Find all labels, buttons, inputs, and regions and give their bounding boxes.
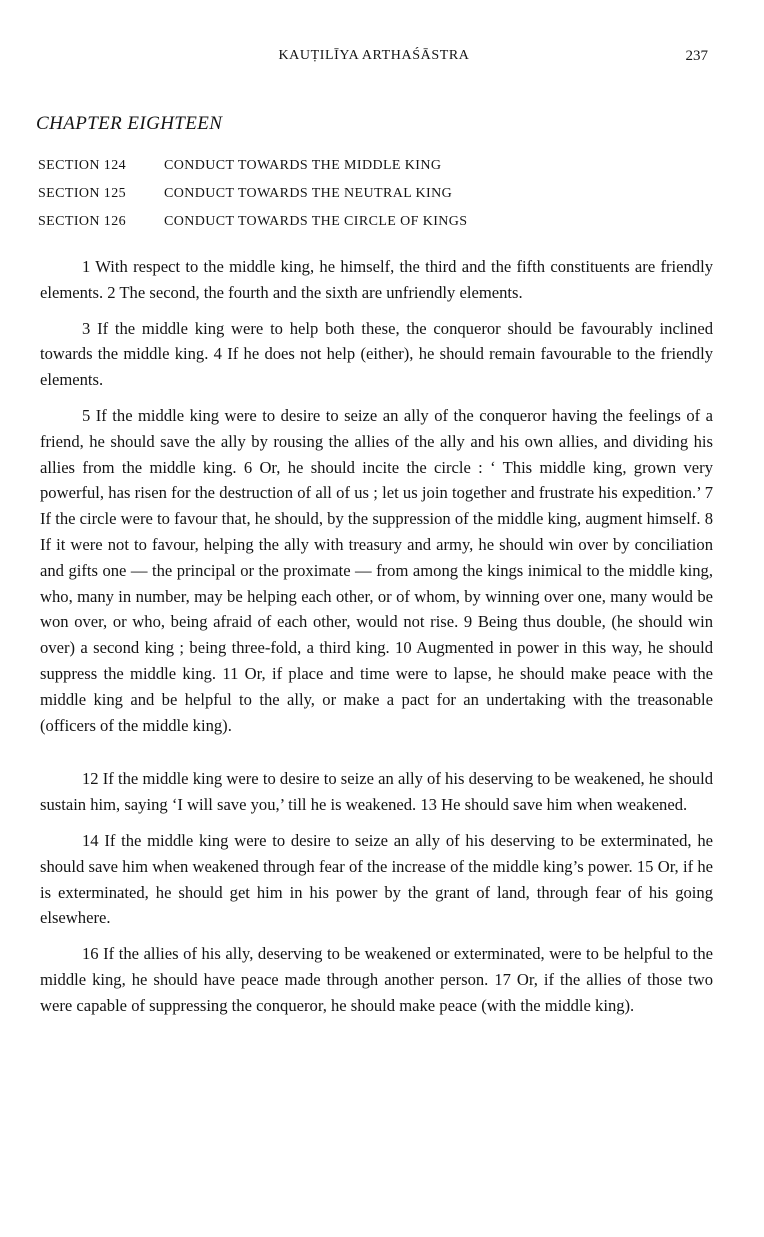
paragraph: 5 If the middle king were to desire to seize an ally of the conqueror having the feelings of a friend, he should save the ally by rousing the allies of the ally and his own allies, and dividing his allies from the middle king. 6 Or, he should incite the circle : ‘ This middle king, grown very powerful, has risen for the destruction of all of us ; let us join together and frustrate his expedition.’ 7 If the circle were to favour that, he should, by the suppression of the middle king, augment himself. 8 If it were not to favour, helping the ally with treasury and army, he should win over by conciliation and gifts one — the principal or the proximate — from among the kings inimical to the middle king, who, many in number, may be helping each other, or of whom, by winning over one, many would be won over, or who, being afraid of each other, would not rise. 9 Being thus double, (he should win over) a second king ; being three-fold, a third king. 10 Augmented in power in this way, he should suppress the middle king. 11 Or, if place and time were to lapse, he should make peace with the middle king and be helpful to the ally, or make a pact for an undertaking with the treasonable (officers of the middle king). [40, 405, 713, 735]
section-label: SECTION 126 [38, 214, 127, 229]
body-text [40, 254, 713, 1029]
paragraph: 1 With respect to the middle king, he himself, the third and the fifth constituents are friendly elements. 2 The second, the fourth and the sixth are unfriendly elements. [40, 257, 713, 302]
section-label: SECTION 124 [38, 158, 127, 173]
page-number: 237 [685, 48, 708, 64]
running-head [40, 48, 708, 72]
running-title: KAUṬILĪYA ARTHAŚĀSTRA [278, 48, 470, 63]
section-heading [38, 158, 718, 186]
section-title: CONDUCT TOWARDS THE MIDDLE KING [164, 158, 442, 173]
section-title: CONDUCT TOWARDS THE CIRCLE OF KINGS [164, 214, 468, 229]
section-heading [38, 214, 718, 242]
paragraph: 14 If the middle king were to desire to seize an ally of his deserving to be exterminated, he should save him when weakened through fear of the increase of the middle king’s power. 15 Or, if he is exterminated, he should get him in his power by the grant of land, through fear of his going elsewhere. [40, 830, 713, 928]
section-title: CONDUCT TOWARDS THE NEUTRAL KING [164, 186, 453, 201]
section-heading [38, 186, 718, 214]
paragraph: 12 If the middle king were to desire to seize an ally of his deserving to be weakened, he should sustain him, saying ‘I will save you,’ till he is weakened. 13 He should save him when weakened. [40, 769, 713, 815]
paragraph: 3 If the middle king were to help both these, the conqueror should be favourably inclined towards the middle king. 4 If he does not help (either), he should remain favourable to the friendly elements. [40, 318, 713, 390]
section-list [38, 158, 718, 242]
chapter-title: CHAPTER EIGHTEEN [36, 113, 223, 134]
paragraph: 16 If the allies of his ally, deserving to be weakened or exterminated, were to be helpful to the middle king, he should have peace made through another person. 17 Or, if the allies of those two were capable of suppressing the conqueror, he should make peace (with the middle king). [40, 944, 713, 1015]
section-label: SECTION 125 [38, 186, 127, 201]
